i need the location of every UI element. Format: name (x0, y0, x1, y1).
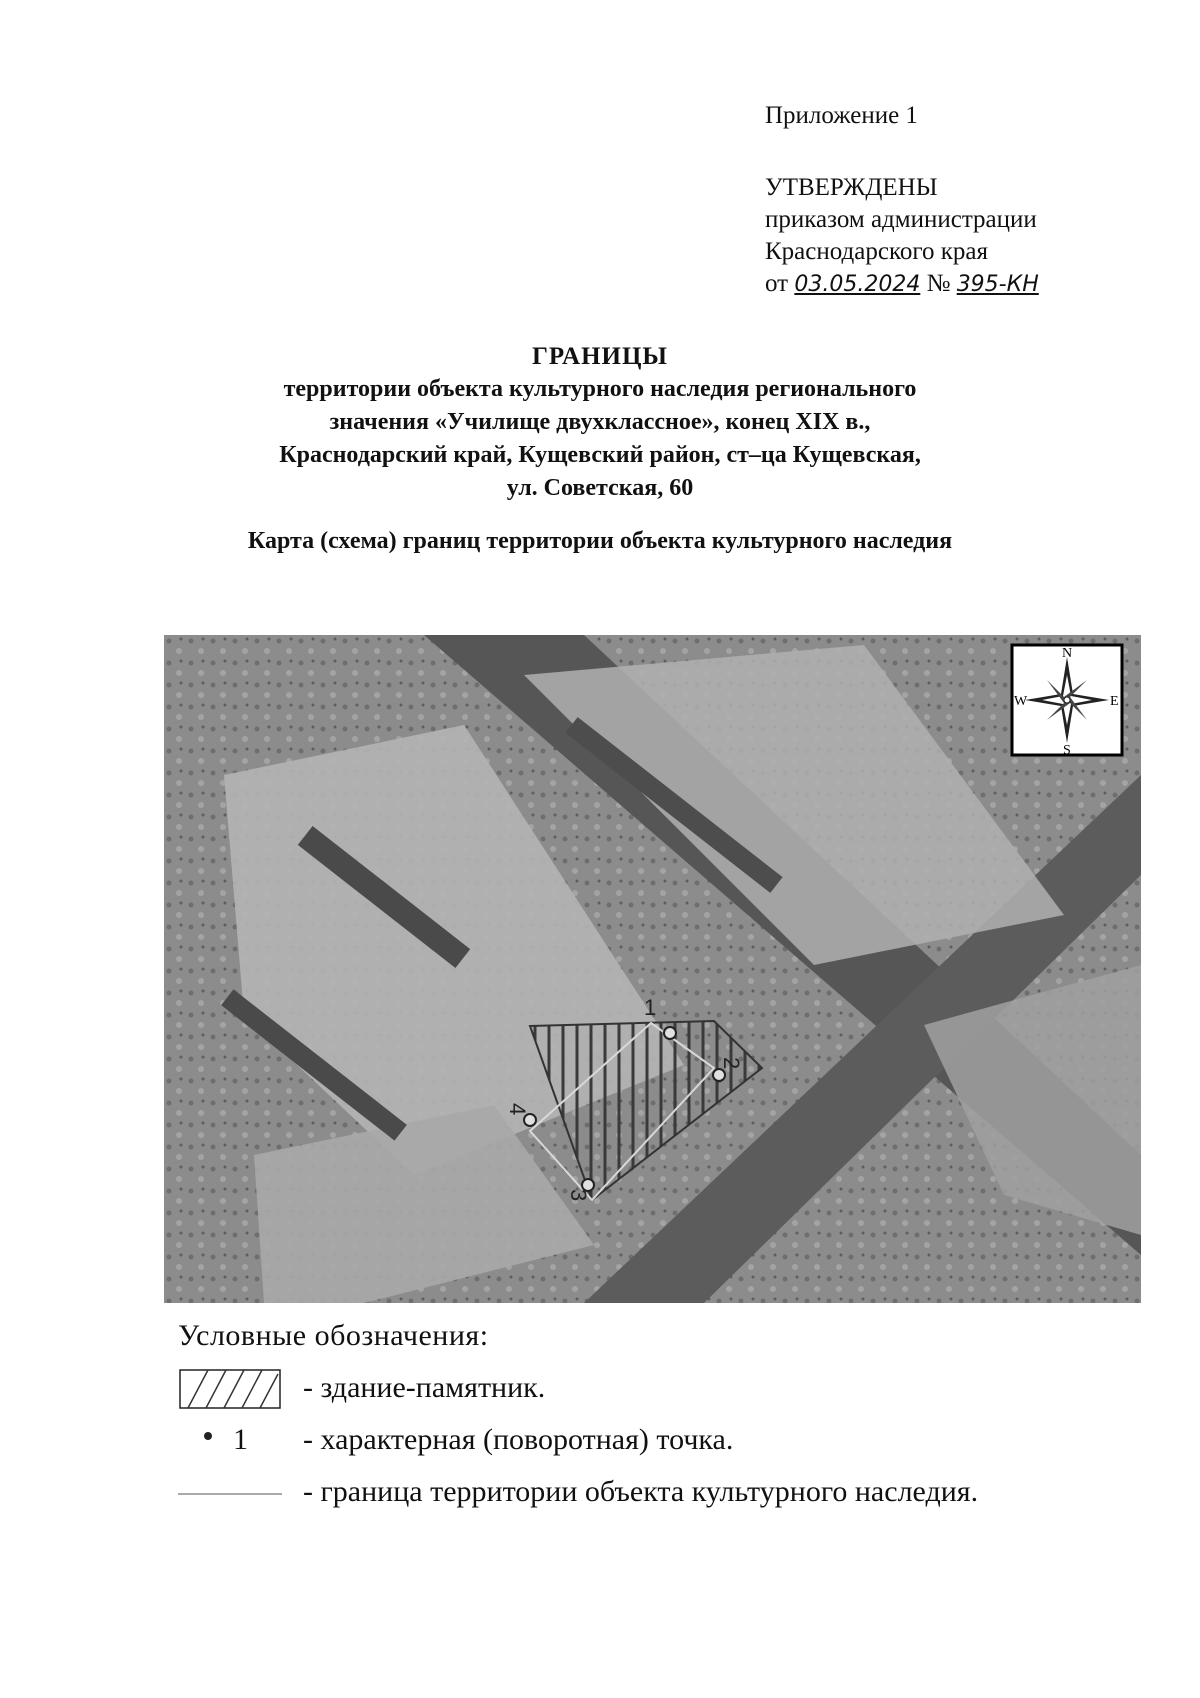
map-legend (178, 1310, 979, 1518)
title-main: ГРАНИЦЫ (532, 343, 668, 370)
title-line-2: значения «Училище двухклассное», конец XIX в., (329, 409, 871, 435)
legend-monument-text: - здание-памятник. (303, 1371, 546, 1404)
compass-e: E (1110, 694, 1119, 709)
compass-rose (1012, 645, 1122, 758)
compass-w: W (1014, 694, 1028, 709)
approved-label: УТВЕРЖДЕНЫ (765, 174, 938, 201)
legend-point-number: 1 (233, 1423, 248, 1456)
aerial-map (164, 635, 1141, 1303)
hatch-symbol-icon (178, 1362, 288, 1414)
map-subtitle: Карта (схема) границ территории объекта культурного наследия (247, 528, 953, 554)
document-title (150, 340, 1050, 558)
point-1-label: 1 (644, 995, 657, 1020)
approval-block (765, 100, 1039, 301)
date-prefix: от (765, 270, 789, 297)
legend-point-text: - характерная (поворотная) точка. (303, 1423, 734, 1456)
compass-s: S (1063, 743, 1071, 758)
order-date-line (765, 268, 1039, 301)
appendix-label: Приложение 1 (765, 102, 918, 129)
title-line-4: ул. Советская, 60 (506, 475, 694, 501)
title-line-3: Краснодарский край, Кущевский район, ст–ца Кущевская, (279, 442, 921, 468)
point-2-label: 2 (719, 1057, 744, 1070)
legend-boundary-text: - граница территории объекта культурного наследия. (303, 1475, 979, 1508)
boundary-line-icon (178, 1466, 288, 1518)
order-date: 03.05.2024 (794, 272, 921, 297)
point-3-label: 3 (566, 1189, 591, 1202)
legend-row-boundary (178, 1466, 979, 1518)
legend-heading: Условные обозначения: (178, 1319, 489, 1352)
legend-row-monument (178, 1362, 546, 1414)
number-prefix: № (926, 270, 951, 297)
legend-row-point (178, 1414, 734, 1466)
title-line-1: территории объекта культурного наследия регионального (283, 376, 917, 402)
approved-by-line2: Краснодарского края (765, 238, 988, 265)
compass-n: N (1062, 646, 1073, 661)
order-number: 395-КН (956, 272, 1039, 297)
point-4-label: 4 (505, 1103, 530, 1116)
approved-by-line1: приказом администрации (765, 206, 1037, 233)
